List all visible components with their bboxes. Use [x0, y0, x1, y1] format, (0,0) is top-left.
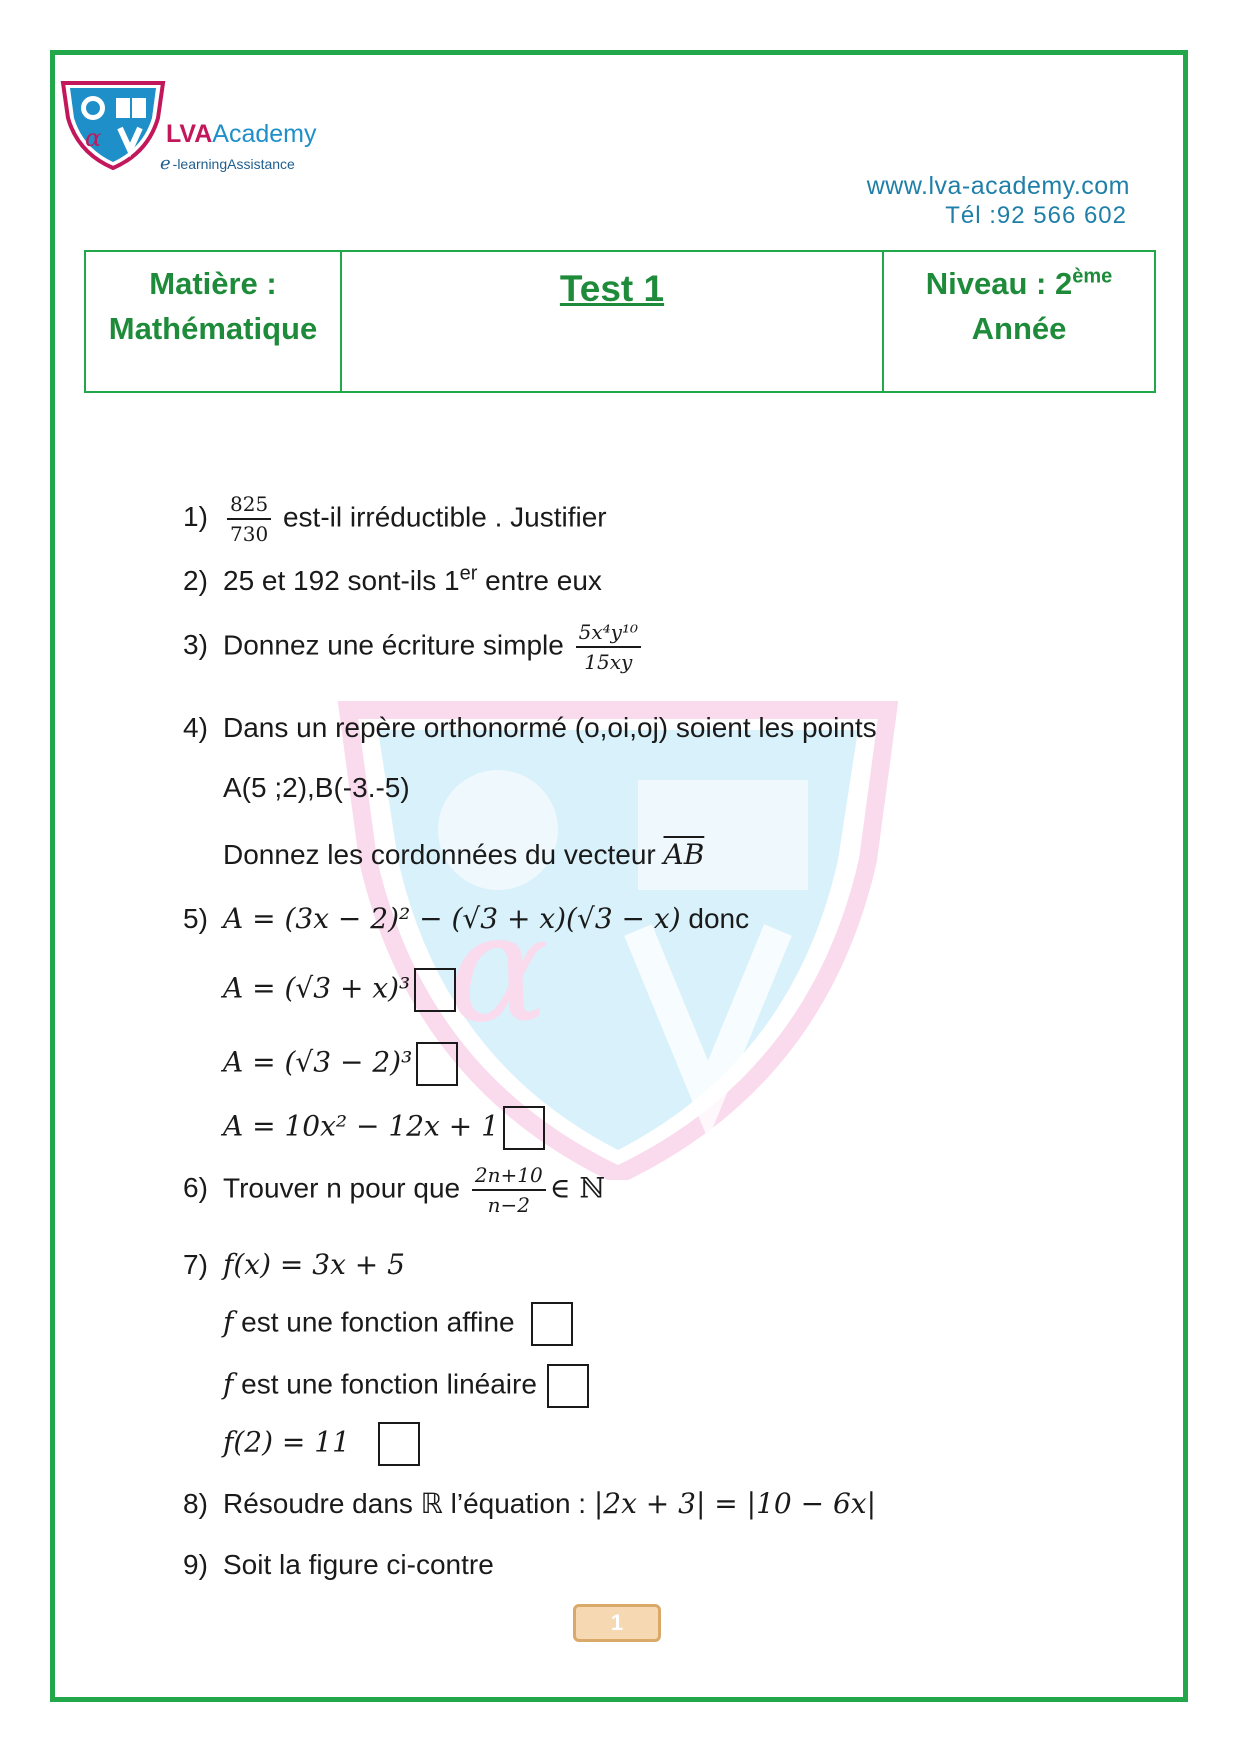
question-4-vector: Donnez les cordonnées du vecteur $\overline{AB}$	[223, 838, 705, 871]
question-4: 4) Dans un repère orthonormé (o,oi,oj) soient les points	[183, 712, 877, 743]
question-1: 1) $\frac{825}{730}$ est-il irréductible . Justifier	[183, 492, 607, 546]
question-9: 9) Soit la figure ci-contre	[183, 1549, 494, 1580]
question-5-option-1: A = (√3 + x)³	[223, 968, 456, 1012]
subject-value: Mathématique	[108, 310, 318, 346]
checkbox-q7-3[interactable]	[378, 1422, 420, 1466]
title-cell	[341, 251, 883, 392]
brand-name: LVAAcademy	[166, 120, 317, 148]
checkbox-q5-3[interactable]	[503, 1106, 545, 1150]
question-7-option-3: f(2) = 11	[223, 1422, 420, 1466]
fraction-825-730: $\frac{825}{730}$	[227, 492, 271, 546]
question-5: 5) A = (3x − 2)² − (√3 + x)(√3 − x) donc	[183, 902, 750, 935]
brand-tagline: e -learningAssistance	[160, 153, 295, 174]
fraction-expression: $\frac{\text{5x⁴y¹⁰}}{15xy}$	[576, 620, 641, 674]
question-5-option-3: A = 10x² − 12x + 1	[223, 1106, 545, 1150]
question-2: 2) 25 et 192 sont-ils 1er entre eux	[183, 562, 602, 596]
question-3: 3) Donnez une écriture simple $\frac{\text{5x⁴y¹⁰}}{15xy}$	[183, 620, 645, 674]
page-number: 1	[573, 1604, 661, 1642]
lva-academy-logo	[58, 78, 168, 170]
subject-cell	[85, 251, 341, 392]
question-7: 7) f(x) = 3x + 5	[183, 1248, 405, 1281]
question-5-option-2: A = (√3 − 2)³	[223, 1042, 458, 1086]
checkbox-q5-2[interactable]	[416, 1042, 458, 1086]
fraction-2n-plus-10: $\frac{2n+10}{n-2}$	[472, 1163, 546, 1217]
question-4-points: A(5 ;2),B(-3.-5)	[223, 772, 410, 803]
checkbox-q7-1[interactable]	[531, 1302, 573, 1346]
question-7-option-2: f est une fonction linéaire	[223, 1364, 589, 1408]
level-cell	[883, 251, 1155, 392]
subject-label: Matière :	[149, 266, 277, 301]
checkbox-q7-2[interactable]	[547, 1364, 589, 1408]
checkbox-q5-1[interactable]	[414, 968, 456, 1012]
question-6: 6) Trouver n pour que $\frac{2n+10}{n-2}$ ∈ ℕ	[183, 1163, 605, 1217]
question-7-option-1: f est une fonction affine	[223, 1302, 573, 1346]
website-link[interactable]: www.lva-academy.com	[866, 172, 1130, 200]
phone-number: Tél :92 566 602	[945, 202, 1127, 229]
level-label: Niveau : 2ème	[925, 265, 1113, 301]
question-8: 8) Résoudre dans ℝ l’équation : |2x + 3| = |10 − 6x|	[183, 1487, 877, 1520]
level-value: Année	[971, 310, 1067, 346]
svg-text:α: α	[85, 124, 102, 152]
test-title: Test 1	[559, 268, 665, 309]
header-table	[84, 250, 1156, 393]
svg-text:α: α	[448, 882, 550, 1056]
